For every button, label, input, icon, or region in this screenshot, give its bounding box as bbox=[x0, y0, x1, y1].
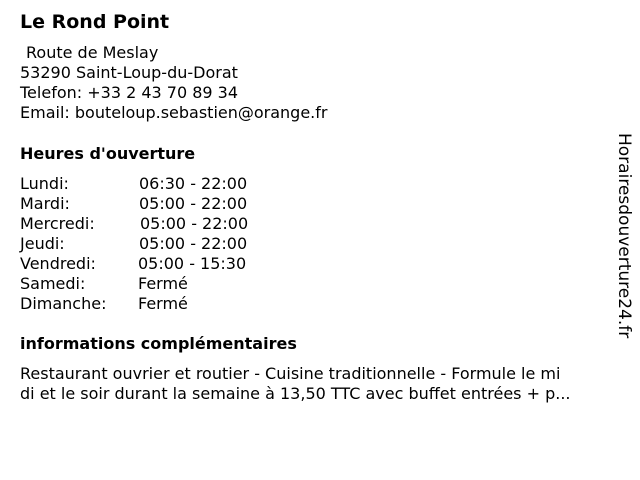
address-line-street: Route de Meslay bbox=[26, 43, 159, 62]
additional-info-text-line2: di et le soir durant la semaine à 13,50 TTC avec buffet entrées + p... bbox=[20, 384, 571, 403]
day-hours: 05:00 - 15:30 bbox=[138, 254, 247, 273]
day-hours: Fermé bbox=[138, 294, 188, 313]
phone-number: Telefon: +33 2 43 70 89 34 bbox=[20, 83, 239, 102]
day-label: Mercredi: bbox=[20, 214, 95, 233]
day-label: Jeudi: bbox=[20, 234, 65, 253]
day-hours: 06:30 - 22:00 bbox=[139, 174, 248, 193]
additional-info-text-line1: Restaurant ouvrier et routier - Cuisine traditionnelle - Formule le mi bbox=[20, 364, 561, 383]
opening-hours-heading: Heures d'ouverture bbox=[20, 144, 196, 163]
email-address: Email: bouteloup.sebastien@orange.fr bbox=[20, 103, 328, 122]
day-hours: 05:00 - 22:00 bbox=[139, 194, 248, 213]
day-label: Samedi: bbox=[20, 274, 86, 293]
site-watermark: Horairesdouverture24.fr bbox=[614, 133, 634, 339]
day-hours: 05:00 - 22:00 bbox=[139, 234, 248, 253]
day-hours: 05:00 - 22:00 bbox=[140, 214, 249, 233]
day-label: Lundi: bbox=[20, 174, 69, 193]
day-label: Vendredi: bbox=[20, 254, 96, 273]
business-name: Le Rond Point bbox=[20, 11, 170, 33]
additional-info-heading: informations complémentaires bbox=[20, 334, 297, 353]
day-label: Mardi: bbox=[20, 194, 70, 213]
day-hours: Fermé bbox=[138, 274, 188, 293]
day-label: Dimanche: bbox=[20, 294, 107, 313]
address-line-city: 53290 Saint-Loup-du-Dorat bbox=[20, 63, 238, 82]
